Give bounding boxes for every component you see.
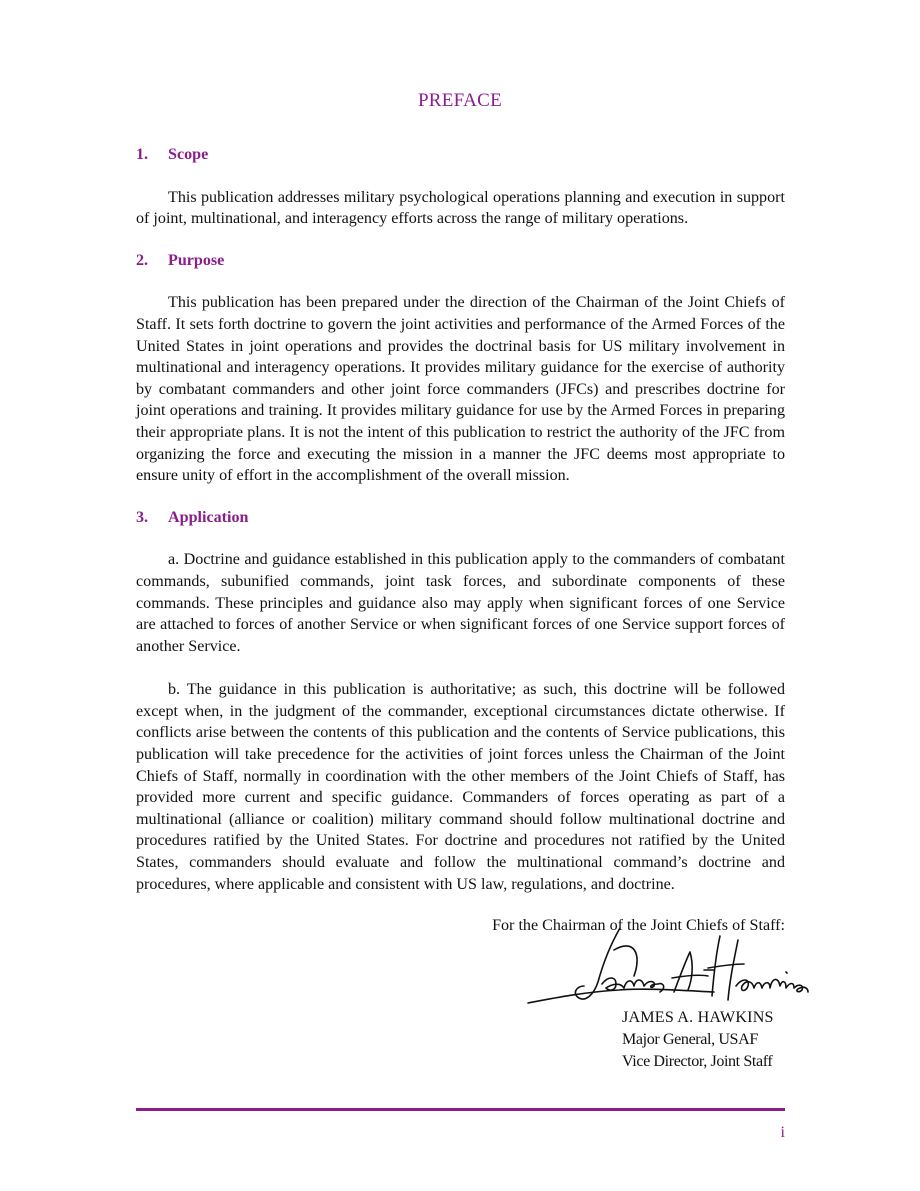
signature-preamble: For the Chairman of the Joint Chiefs of Staff:: [492, 917, 785, 935]
section-number: 3.: [136, 508, 149, 526]
scope-paragraph: This publication addresses military psychological operations planning and execution in support of joint, multinational, and interagency efforts across the range of military operations.: [136, 188, 785, 228]
section-title: Application: [168, 508, 249, 526]
signer-rank: Major General, USAF: [622, 1031, 758, 1048]
signer-position: Vice Director, Joint Staff: [622, 1053, 773, 1070]
application-paragraph-b: b. The guidance in this publication is authoritative; as such, this doctrine will be followed except when, in the judgment of the commander, exceptional circumstances dictate otherwise. If conflicts arise between the contents of this publication and the contents of Service publications, this publication will take precedence for the activities of joint forces unless the Chairman of the Joint Chiefs of Staff, normally in coordination with the other members of the Joint Chiefs of Staff, has provided more current and specific guidance. Commanders of forces operating as part of a multinational (alliance or coalition) military command should follow multinational doctrine and procedures ratified by the United States. For doctrine and procedures not ratified by the United States, commanders should evaluate and follow the multinational command’s doctrine and procedures, where applicable and consistent with US law, regulations, and doctrine.: [136, 681, 785, 893]
section-title: Scope: [168, 146, 209, 163]
section-heading-scope: [136, 144, 785, 166]
section-number: 1.: [136, 146, 149, 163]
signer-name: JAMES A. HAWKINS: [622, 1009, 774, 1026]
section-heading-application: [136, 507, 785, 529]
page-title: PREFACE: [417, 90, 503, 111]
section-heading-purpose: [136, 250, 785, 272]
application-paragraph-a: a. Doctrine and guidance established in this publication apply to the commanders of combatant commands, subunified commands, joint task forces, and subordinate components of these commands. These principles and guidance also may apply when significant forces of one Service are attached to forces of another Service or when significant forces of one Service support forces of another Service.: [136, 551, 785, 655]
page-number: i: [780, 1124, 785, 1141]
purpose-paragraph: This publication has been prepared under the direction of the Chairman of the Joint Chiefs of Staff. It sets forth doctrine to govern the joint activities and performance of the Armed Forces of the United States in joint operations and provides the doctrinal basis for US military involvement in multinational and interagency operations. It provides military guidance for the exercise of authority by combatant commanders and other joint force commanders (JFCs) and prescribes doctrine for joint operations and training. It provides military guidance for use by the Armed Forces in preparing their appropriate plans. It is not the intent of this publication to restrict the authority of the JFC from organizing the force and executing the mission in a manner the JFC deems most appropriate to ensure unity of effort in the accomplishment of the overall mission.: [136, 294, 785, 485]
footer-rule: [136, 1108, 785, 1111]
document-body: [136, 144, 785, 937]
section-number: 2.: [136, 251, 149, 269]
section-title: Purpose: [168, 251, 225, 269]
signer-details: [622, 1007, 774, 1073]
